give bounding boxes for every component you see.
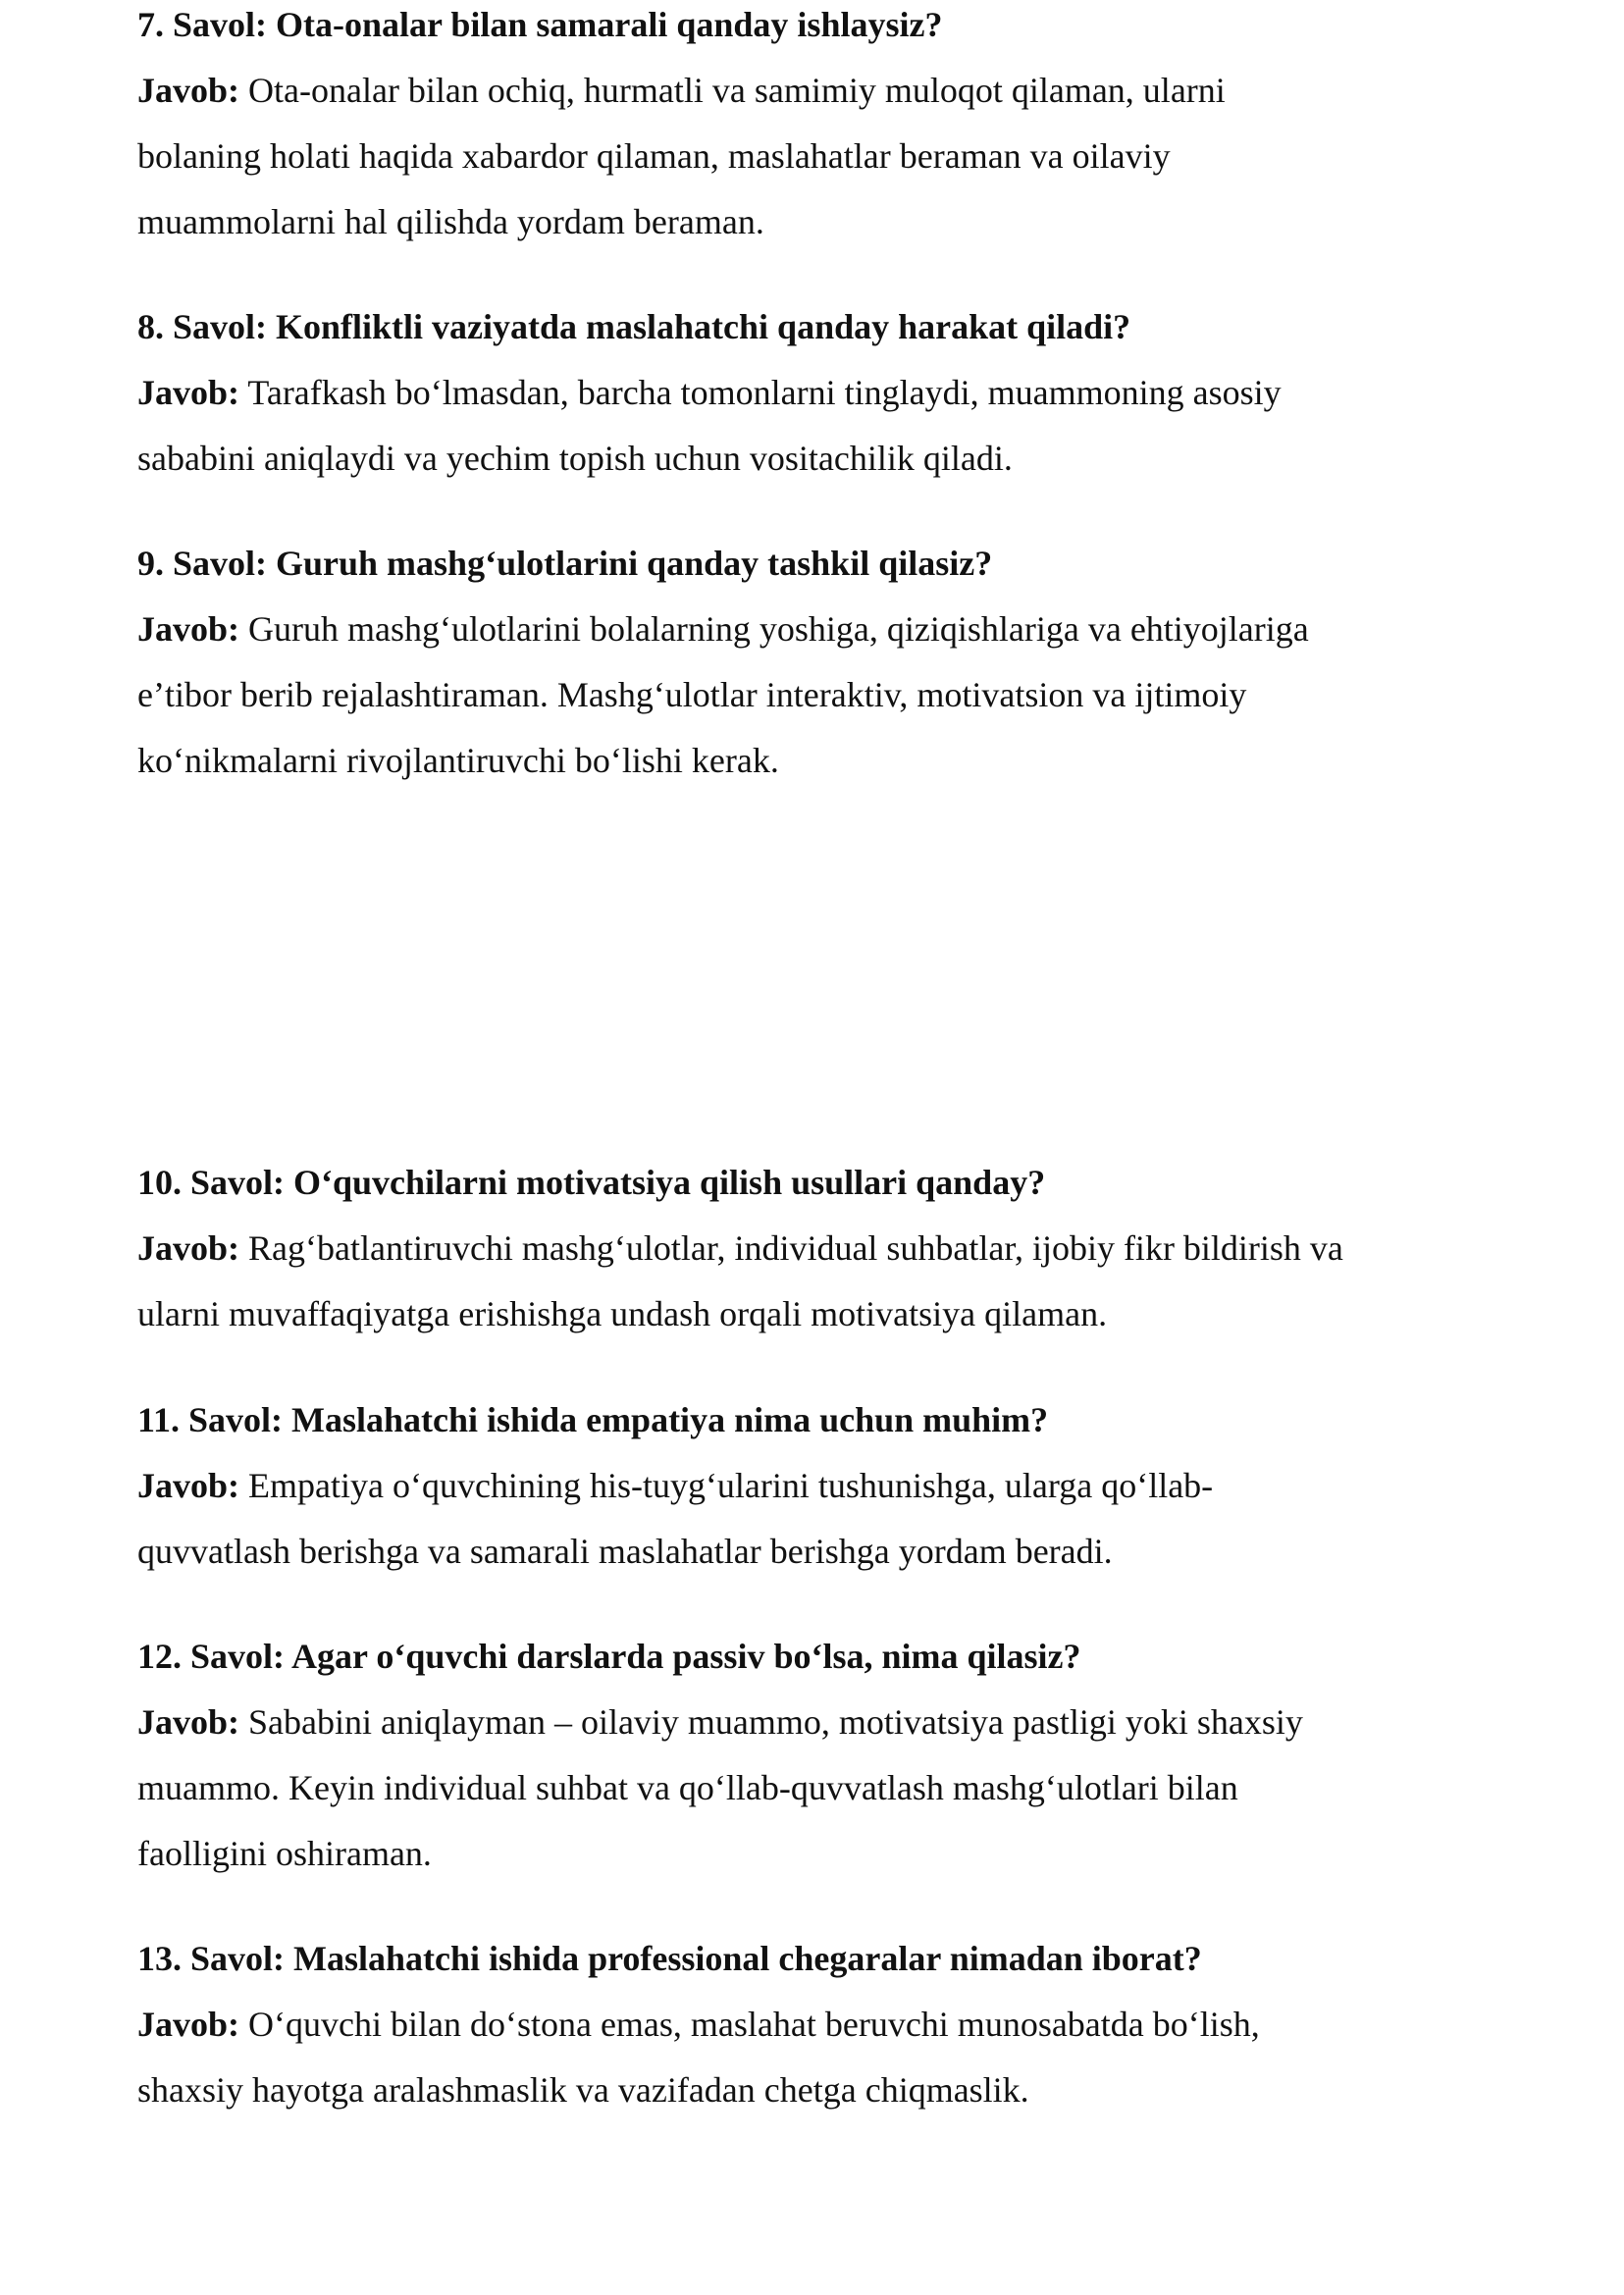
answer-line [137,1992,1511,2058]
qa-item-7 [137,0,1511,255]
answer-label: Javob: [137,1466,240,1505]
answer-line [137,1453,1511,1519]
answer-line [137,360,1511,426]
answer-text: Sababini aniqlayman – oilaviy muammo, motivatsiya pastligi yoki shaxsiy [239,1702,1303,1742]
answer-line [137,597,1511,662]
answer-line: quvvatlash berishga va samarali maslahatlar berishga yordam beradi. [137,1532,1113,1571]
question-heading: 13. Savol: Maslahatchi ishida professional chegaralar nimadan iborat? [137,1939,1202,1978]
answer-line [137,58,1511,124]
question-heading: 11. Savol: Maslahatchi ishida empatiya nima uchun muhim? [137,1400,1049,1439]
answer-label: Javob: [137,373,240,412]
question-heading: 8. Savol: Konfliktli vaziyatda maslahatchi qanday harakat qiladi? [137,307,1131,346]
answer-text: Tarafkash boʻlmasdan, barcha tomonlarni tinglaydi, muammoning asosiy [239,373,1282,412]
answer-line: shaxsiy hayotga aralashmaslik va vazifadan chetga chiqmaslik. [137,2070,1029,2110]
qa-item-9 [137,531,1511,794]
qa-item-12 [137,1624,1511,1887]
question-heading: 9. Savol: Guruh mashgʻulotlarini qanday tashkil qilasiz? [137,544,993,583]
answer-line [137,1690,1511,1755]
answer-text: Oʻquvchi bilan doʻstona emas, maslahat beruvchi munosabatda boʻlish, [239,2005,1260,2044]
answer-line: bolaning holati haqida xabardor qilaman, maslahatlar beraman va oilaviy [137,136,1171,176]
answer-text: Guruh mashgʻulotlarini bolalarning yoshiga, qiziqishlariga va ehtiyojlariga [239,609,1309,649]
answer-line: koʻnikmalarni rivojlantiruvchi boʻlishi kerak. [137,741,779,780]
question-heading: 7. Savol: Ota-onalar bilan samarali qanday ishlaysiz? [137,5,943,44]
qa-item-10 [137,1150,1511,1347]
answer-line: muammo. Keyin individual suhbat va qoʻllab-quvvatlash mashgʻulotlari bilan [137,1768,1238,1807]
qa-item-11 [137,1387,1511,1585]
answer-label: Javob: [137,1228,240,1268]
answer-line [137,1216,1511,1281]
qa-item-13 [137,1926,1511,2123]
answer-line: muammolarni hal qilishda yordam beraman. [137,202,764,241]
question-heading: 10. Savol: Oʻquvchilarni motivatsiya qilish usullari qanday? [137,1163,1046,1202]
qa-item-8 [137,294,1511,492]
answer-label: Javob: [137,71,240,110]
answer-label: Javob: [137,609,240,649]
answer-label: Javob: [137,1702,240,1742]
answer-line: faolligini oshiraman. [137,1834,432,1873]
answer-text: Empatiya oʻquvchining his-tuygʻularini tushunishga, ularga qoʻllab- [239,1466,1214,1505]
question-heading: 12. Savol: Agar oʻquvchi darslarda passiv boʻlsa, nima qilasiz? [137,1637,1081,1676]
answer-line: eʼtibor berib rejalashtiraman. Mashgʻulotlar interaktiv, motivatsion va ijtimoiy [137,675,1247,714]
answer-text: Ragʻbatlantiruvchi mashgʻulotlar, individual suhbatlar, ijobiy fikr bildirish va [239,1228,1343,1268]
answer-text: Ota-onalar bilan ochiq, hurmatli va samimiy muloqot qilaman, ularni [239,71,1226,110]
answer-line: sababini aniqlaydi va yechim topish uchun vositachilik qiladi. [137,439,1013,478]
answer-line: ularni muvaffaqiyatga erishishga undash orqali motivatsiya qilaman. [137,1294,1108,1333]
answer-label: Javob: [137,2005,240,2044]
